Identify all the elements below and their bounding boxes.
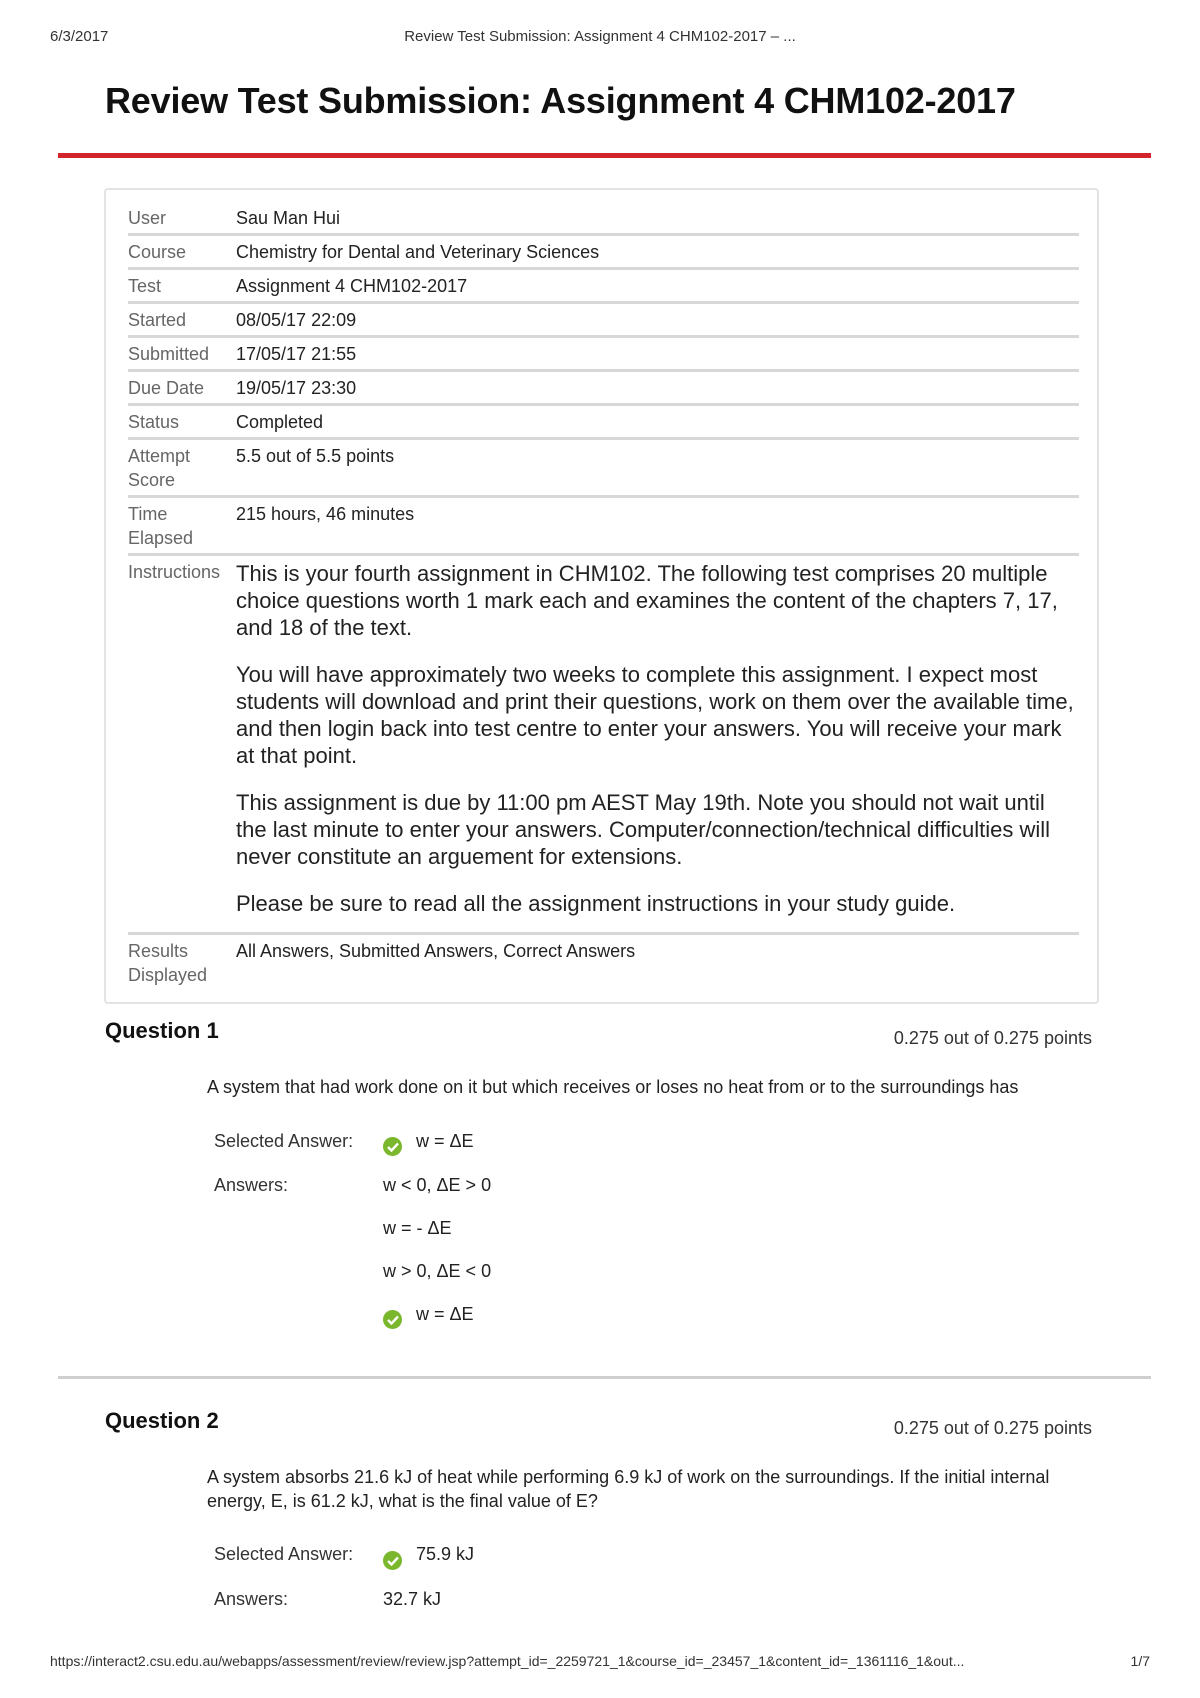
info-value: 215 hours, 46 minutes [236,504,415,524]
info-row-course [128,236,1079,270]
info-value: 19/05/17 23:30 [236,378,357,398]
info-value: 08/05/17 22:09 [236,310,357,330]
submission-details-box [104,188,1099,1004]
selected-answer-label: Selected Answer: [214,1131,354,1151]
info-label [128,502,236,550]
submission-details-table [128,202,1079,990]
info-row-time-elapsed [128,498,1079,556]
print-footer [50,1653,1150,1673]
info-label-line: Displayed [128,965,208,985]
info-value: 17/05/17 21:55 [236,344,357,364]
info-label-line: Results [128,941,189,961]
info-row-results-displayed [128,935,1079,990]
info-value: Completed [236,412,324,432]
info-value: 5.5 out of 5.5 points [236,446,395,466]
info-value: All Answers, Submitted Answers, Correct Answers [236,941,636,961]
question-2-points: 0.275 out of 0.275 points [893,1418,1092,1438]
info-row-test [128,270,1079,304]
question-2-text: A system absorbs 21.6 kJ of heat while performing 6.9 kJ of work on the surroundings. If the initial internal energy, E, is 61.2 kJ, what is the final value of E? [207,1467,1050,1511]
info-value: Assignment 4 CHM102-2017 [236,276,468,296]
selected-answer-label: Selected Answer: [214,1544,354,1564]
info-label: Status [128,412,180,432]
answer-option: w < 0, ΔE > 0 [383,1175,492,1195]
instructions-text [236,560,1079,929]
info-label: Submitted [128,344,210,364]
correct-check-icon [383,1137,402,1156]
page-number: 1/7 [1130,1653,1150,1669]
answer-option: w > 0, ΔE < 0 [383,1261,492,1281]
info-row-submitted [128,338,1079,372]
answer-option: 32.7 kJ [383,1589,442,1609]
info-label: User [128,208,167,228]
info-label: Course [128,242,187,262]
question-1-points: 0.275 out of 0.275 points [893,1028,1092,1048]
info-row-user [128,202,1079,236]
answers-label: Answers: [214,1589,289,1609]
print-date: 6/3/2017 [50,28,109,45]
answer-option: w = - ΔE [383,1218,452,1238]
print-page-title: Review Test Submission: Assignment 4 CHM102-2017 – ... [404,28,796,45]
answers-label: Answers: [214,1175,289,1195]
info-label-line: Elapsed [128,528,194,548]
info-value: Sau Man Hui [236,208,341,228]
answer-option: w = ΔE [416,1304,474,1324]
page-title: Review Test Submission: Assignment 4 CHM102-2017 [105,80,1016,121]
correct-check-icon [383,1310,402,1329]
instructions-paragraph: Please be sure to read all the assignment instructions in your study guide. [236,891,956,916]
question-2-title: Question 2 [105,1408,219,1433]
info-label-line: Attempt [128,446,191,466]
selected-answer-value: 75.9 kJ [416,1544,475,1564]
correct-check-icon [383,1551,402,1570]
info-value: Chemistry for Dental and Veterinary Sciences [236,242,600,262]
info-row-status [128,406,1079,440]
info-label-line: Score [128,470,176,490]
info-label-line: Time [128,504,168,524]
info-row-instructions [128,556,1079,935]
info-row-attempt-score [128,440,1079,498]
title-rule [58,153,1151,158]
info-label [128,939,236,987]
instructions-paragraph: This is your fourth assignment in CHM102. The following test comprises 20 multiple choice questions worth 1 mark each and examines the content of the chapters 7, 17, and 18 of the text. [236,561,1058,640]
info-label: Instructions [128,562,221,582]
info-label: Test [128,276,162,296]
info-row-due-date [128,372,1079,406]
info-row-started [128,304,1079,338]
instructions-paragraph: This assignment is due by 11:00 pm AEST May 19th. Note you should not wait until the last minute to enter your answers. Computer/connection/technical difficulties will never constitute an arguement for extensions. [236,790,1050,869]
info-label [128,444,236,492]
info-label: Started [128,310,187,330]
question-1-title: Question 1 [105,1018,219,1043]
selected-answer-value: w = ΔE [416,1131,474,1151]
question-1-text: A system that had work done on it but which receives or loses no heat from or to the surroundings has [207,1077,1019,1097]
print-header [50,28,1150,48]
page-url: https://interact2.csu.edu.au/webapps/assessment/review/review.jsp?attempt_id=_2259721_1&course_id=_23457_1&content_id=_1361116_1&out... [50,1653,965,1669]
info-label: Due Date [128,378,205,398]
question-divider [58,1376,1151,1379]
instructions-paragraph: You will have approximately two weeks to complete this assignment. I expect most students will download and print their questions, work on them over the available time, and then login back into test centre to enter your answers. You will receive your mark at that point. [236,662,1074,768]
